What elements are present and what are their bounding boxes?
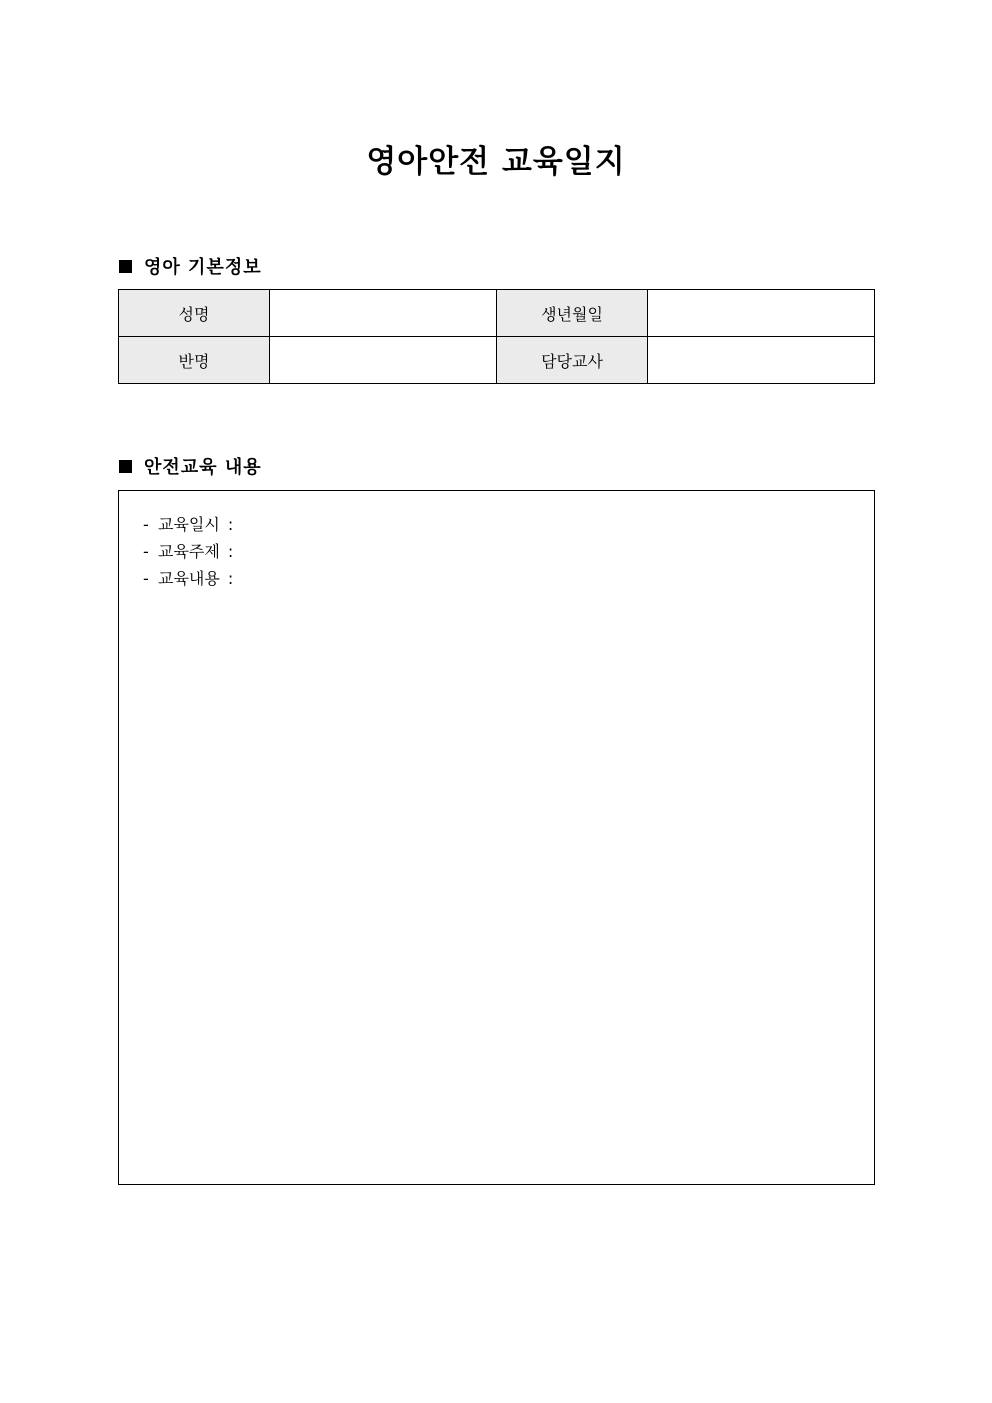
teacher-field[interactable] xyxy=(648,337,875,384)
birthdate-label: 생년월일 xyxy=(497,290,648,337)
list-dash: - xyxy=(143,569,149,588)
section-heading-basic-info xyxy=(119,253,262,279)
list-item xyxy=(143,511,874,538)
name-field[interactable] xyxy=(270,290,497,337)
class-name-field[interactable] xyxy=(270,337,497,384)
safety-education-list xyxy=(119,491,874,592)
class-name-label: 반명 xyxy=(119,337,270,384)
education-topic-colon: : xyxy=(227,542,234,561)
education-content-colon: : xyxy=(227,569,234,588)
education-content-label: 교육내용 xyxy=(158,569,220,588)
education-date-label: 교육일시 xyxy=(158,515,220,534)
list-item xyxy=(143,538,874,565)
birthdate-field[interactable] xyxy=(648,290,875,337)
section-heading-safety-education xyxy=(119,453,262,479)
section-heading-basic-info-text: 영아 기본정보 xyxy=(144,257,262,278)
name-label: 성명 xyxy=(119,290,270,337)
list-item xyxy=(143,565,874,592)
list-dash: - xyxy=(143,542,149,561)
teacher-label: 담당교사 xyxy=(497,337,648,384)
black-square-icon xyxy=(119,260,132,273)
education-date-colon: : xyxy=(227,515,234,534)
page-title: 영아안전 교육일지 xyxy=(366,144,626,180)
safety-education-content-box[interactable] xyxy=(118,490,875,1185)
basic-info-table xyxy=(118,289,875,384)
education-topic-label: 교육주제 xyxy=(158,542,220,561)
table-row xyxy=(119,290,875,337)
list-dash: - xyxy=(143,515,149,534)
table-row xyxy=(119,337,875,384)
section-heading-safety-education-text: 안전교육 내용 xyxy=(144,457,262,478)
black-square-icon xyxy=(119,460,132,473)
